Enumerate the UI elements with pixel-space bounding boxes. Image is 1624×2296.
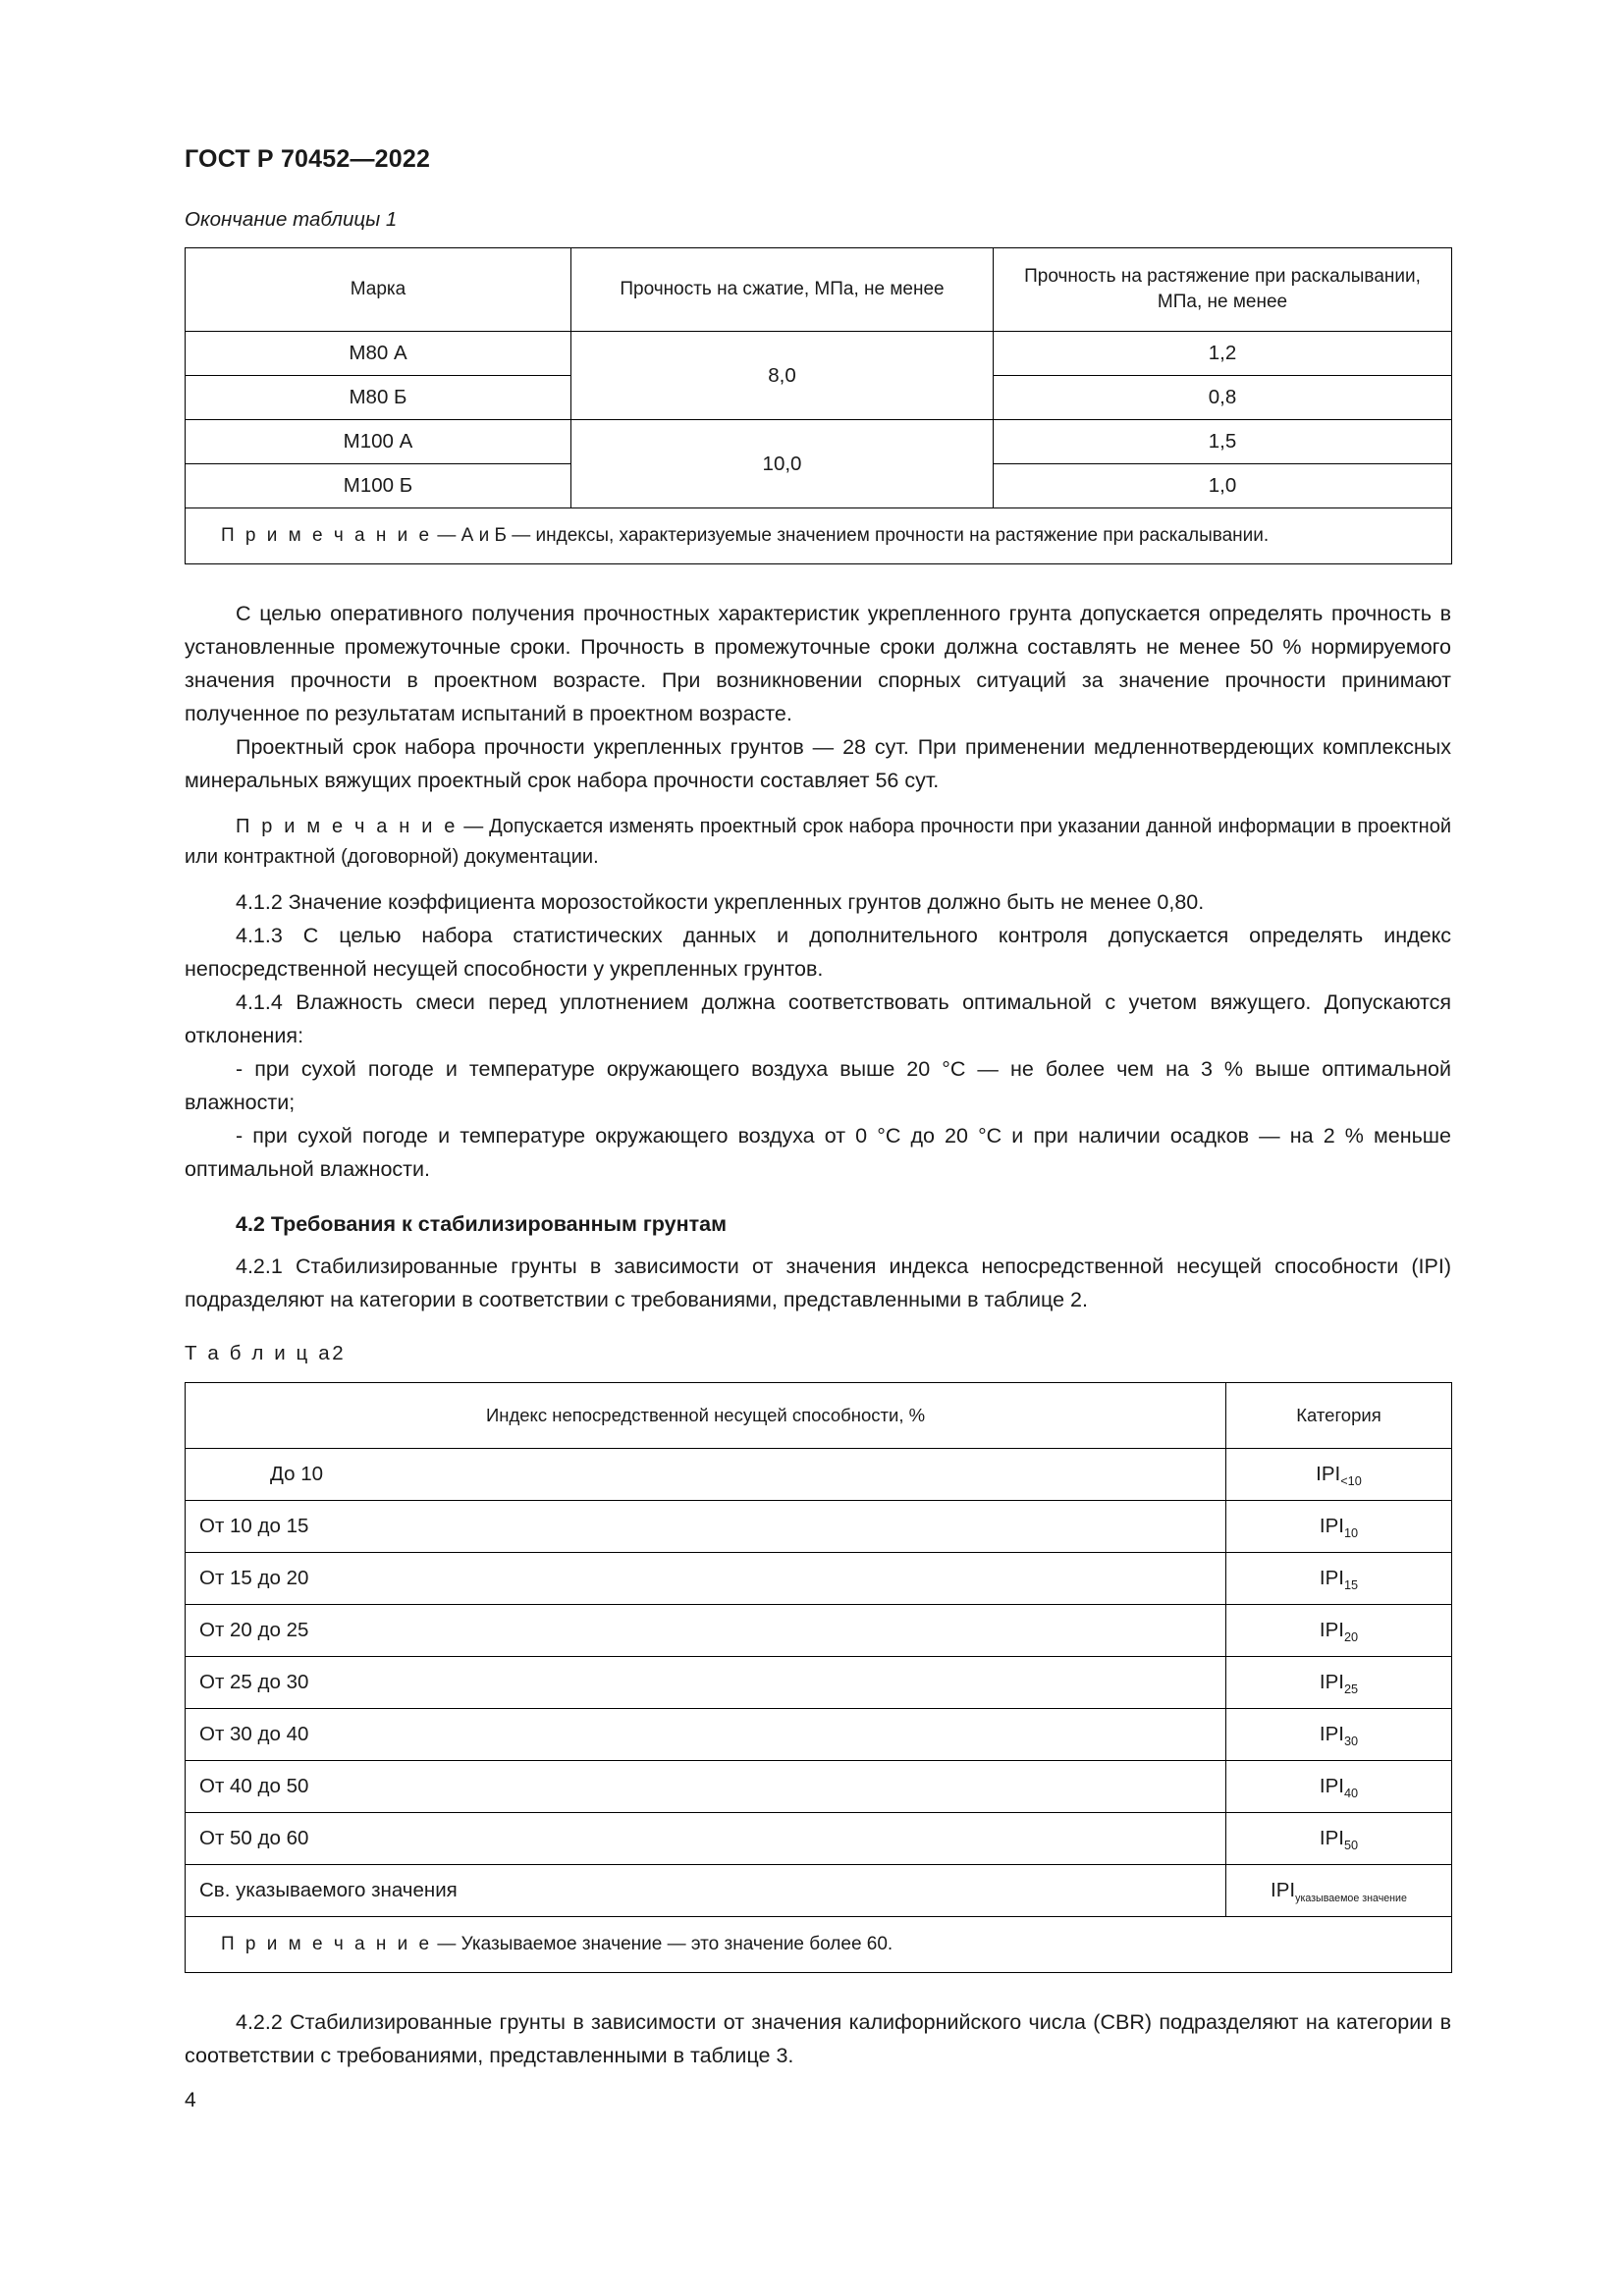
clause-4-1-4: 4.1.4 Влажность смеси перед уплотнением должна соответствовать оптимальной с учетом вяжущего. Допускаются отклонения: <box>185 989 1451 1047</box>
table1-header-tensile: Прочность на растяжение при раскалывании, МПа, не менее <box>994 248 1452 332</box>
table2-cell-category <box>1226 1709 1452 1761</box>
table1-cell-mark: М100 А <box>186 420 571 464</box>
table-row <box>186 1865 1452 1917</box>
table2-cell-range: От 25 до 30 <box>186 1657 1226 1709</box>
paragraph-intro: С целью оперативного получения прочностных характеристик укрепленного грунта допускается определять прочность в установленные промежуточные сроки. Прочность в промежуточные сроки должна составлять не менее 50 % нормируемого значения прочности в проектном возрасте. При возникновении спорных ситуаций за значение прочности принимают полученное по результатам испытаний в проектном возрасте. <box>185 602 1451 725</box>
table2-category-sub: 25 <box>1343 1682 1359 1697</box>
table-row <box>186 1553 1452 1605</box>
table1-note-row <box>186 508 1452 564</box>
clause-4-1-3: 4.1.3 С целью набора статистических данных и дополнительного контроля допускается определять индекс непосредственной несущей способности у укрепленных грунтов. <box>185 923 1451 981</box>
table2-caption-number: 2 <box>332 1342 344 1365</box>
table2-category-base: IPI <box>1319 1619 1344 1642</box>
table-row <box>186 332 1452 376</box>
table-row <box>186 1657 1452 1709</box>
table1-header-row <box>186 248 1452 332</box>
paragraph-note-label: П р и м е ч а н и е <box>236 815 459 837</box>
table2-note-text: — Указываемое значение — это значение более 60. <box>432 1934 893 1955</box>
table2-category-sub: 30 <box>1343 1734 1359 1749</box>
clause-4-2-1: 4.2.1 Стабилизированные грунты в зависимости от значения индекса непосредственной несущей способности (IPI) подразделяют на категории в соответствии с требованиями, представленными в таблице 2. <box>185 1254 1451 1311</box>
table2-category-sub: указываемое значение <box>1295 1893 1407 1905</box>
table-row <box>186 420 1452 464</box>
clause-4-1-4-bullet-1: - при сухой погоде и температуре окружающего воздуха выше 20 °С — не более чем на 3 % выше оптимальной влажности; <box>185 1056 1451 1114</box>
table1-cell-tensile: 1,2 <box>994 332 1452 376</box>
table-row <box>186 1813 1452 1865</box>
table-row <box>186 1501 1452 1553</box>
table2-cell-range: От 15 до 20 <box>186 1553 1226 1605</box>
table1-cell-mark: М100 Б <box>186 464 571 508</box>
table2-category-sub: 20 <box>1343 1629 1359 1645</box>
table1-cell-mark: М80 А <box>186 332 571 376</box>
table2-cell-category <box>1226 1657 1452 1709</box>
table2-category-base: IPI <box>1271 1879 1296 1902</box>
table2-category-sub: 10 <box>1343 1525 1359 1541</box>
table2-category-base: IPI <box>1319 1775 1344 1798</box>
table2-cell-range: От 50 до 60 <box>186 1813 1226 1865</box>
table1-note <box>186 508 1452 564</box>
table2-cell-range: От 40 до 50 <box>186 1761 1226 1813</box>
table2-note-row <box>186 1917 1452 1973</box>
table2-header-category: Категория <box>1226 1383 1452 1449</box>
table1-cell-tensile: 1,0 <box>994 464 1452 508</box>
table2-cell-category <box>1226 1553 1452 1605</box>
table2-caption-label: Т а б л и ц а <box>185 1342 333 1365</box>
table2-cell-range: От 30 до 40 <box>186 1709 1226 1761</box>
table-row <box>186 1761 1452 1813</box>
table2-cell-category <box>1226 1449 1452 1501</box>
table2-header-index: Индекс непосредственной несущей способности, % <box>186 1383 1226 1449</box>
table1-cell-mark: М80 Б <box>186 376 571 420</box>
table1-cell-tensile: 1,5 <box>994 420 1452 464</box>
paragraph-note-text: — Допускается изменять проектный срок набора прочности при указании данной информации в проектной или контрактной (договорной) документации. <box>185 815 1452 868</box>
table-row <box>186 1449 1452 1501</box>
table2-category-base: IPI <box>1319 1723 1344 1746</box>
document-header-standard-id: ГОСТ Р 70452—2022 <box>185 145 431 173</box>
table1-header-mark: Марка <box>186 248 571 332</box>
table2-category-sub: 15 <box>1343 1577 1359 1593</box>
clause-4-1-4-bullet-2: - при сухой погоде и температуре окружающего воздуха от 0 °С до 20 °С и при наличии осадков — на 2 % меньше оптимальной влажности. <box>185 1123 1451 1181</box>
table1-note-label: П р и м е ч а н и е <box>221 525 433 546</box>
clause-4-2-2: 4.2.2 Стабилизированные грунты в зависимости от значения калифорнийского числа (CBR) подразделяют на категории в соответствии с требованиями, представленными в таблице 3. <box>185 2010 1451 2068</box>
table2-cell-category <box>1226 1865 1452 1917</box>
table2-header-row <box>186 1383 1452 1449</box>
table1-note-text: — А и Б — индексы, характеризуемые значением прочности на растяжение при раскалывании. <box>432 525 1270 546</box>
table1-cell-compressive: 10,0 <box>571 420 994 508</box>
section-heading-4-2: 4.2 Требования к стабилизированным грунтам <box>236 1211 727 1236</box>
table2-category-base: IPI <box>1319 1567 1344 1590</box>
table1-caption: Окончание таблицы 1 <box>185 208 398 231</box>
clause-4-1-2: 4.1.2 Значение коэффициента морозостойкости укрепленных грунтов должно быть не менее 0,80. <box>236 889 1205 914</box>
table2-cell-range: До 10 <box>186 1449 1226 1501</box>
table2-cell-category <box>1226 1761 1452 1813</box>
table1-cell-tensile: 0,8 <box>994 376 1452 420</box>
table2-cell-range: От 20 до 25 <box>186 1605 1226 1657</box>
paragraph-design-term: Проектный срок набора прочности укрепленных грунтов — 28 сут. При применении медленнотвердеющих комплексных минеральных вяжущих проектный срок набора прочности составляет 56 сут. <box>185 734 1451 792</box>
table-row <box>186 1605 1452 1657</box>
table1-cell-compressive: 8,0 <box>571 332 994 420</box>
table-2 <box>185 1382 1452 1973</box>
page-content <box>185 208 1451 2073</box>
table2-category-base: IPI <box>1319 1827 1344 1850</box>
table2-category-sub: 40 <box>1343 1786 1359 1801</box>
paragraph-note <box>185 812 1451 873</box>
table2-note <box>186 1917 1452 1973</box>
table2-category-base: IPI <box>1319 1515 1344 1538</box>
table-row <box>186 1709 1452 1761</box>
table2-cell-category <box>1226 1605 1452 1657</box>
table2-cell-category <box>1226 1501 1452 1553</box>
table2-category-sub: 50 <box>1343 1838 1359 1853</box>
table2-category-base: IPI <box>1316 1463 1341 1486</box>
table1-header-compressive: Прочность на сжатие, МПа, не менее <box>571 248 994 332</box>
table2-cell-category <box>1226 1813 1452 1865</box>
table2-cell-range: От 10 до 15 <box>186 1501 1226 1553</box>
table2-category-sub: <10 <box>1340 1473 1362 1489</box>
table2-category-base: IPI <box>1319 1671 1344 1694</box>
table2-caption <box>185 1342 1451 1365</box>
table2-cell-range: Св. указываемого значения <box>186 1865 1226 1917</box>
table-1 <box>185 247 1452 564</box>
table2-note-label: П р и м е ч а н и е <box>221 1934 433 1955</box>
page-number: 4 <box>185 2089 196 2111</box>
